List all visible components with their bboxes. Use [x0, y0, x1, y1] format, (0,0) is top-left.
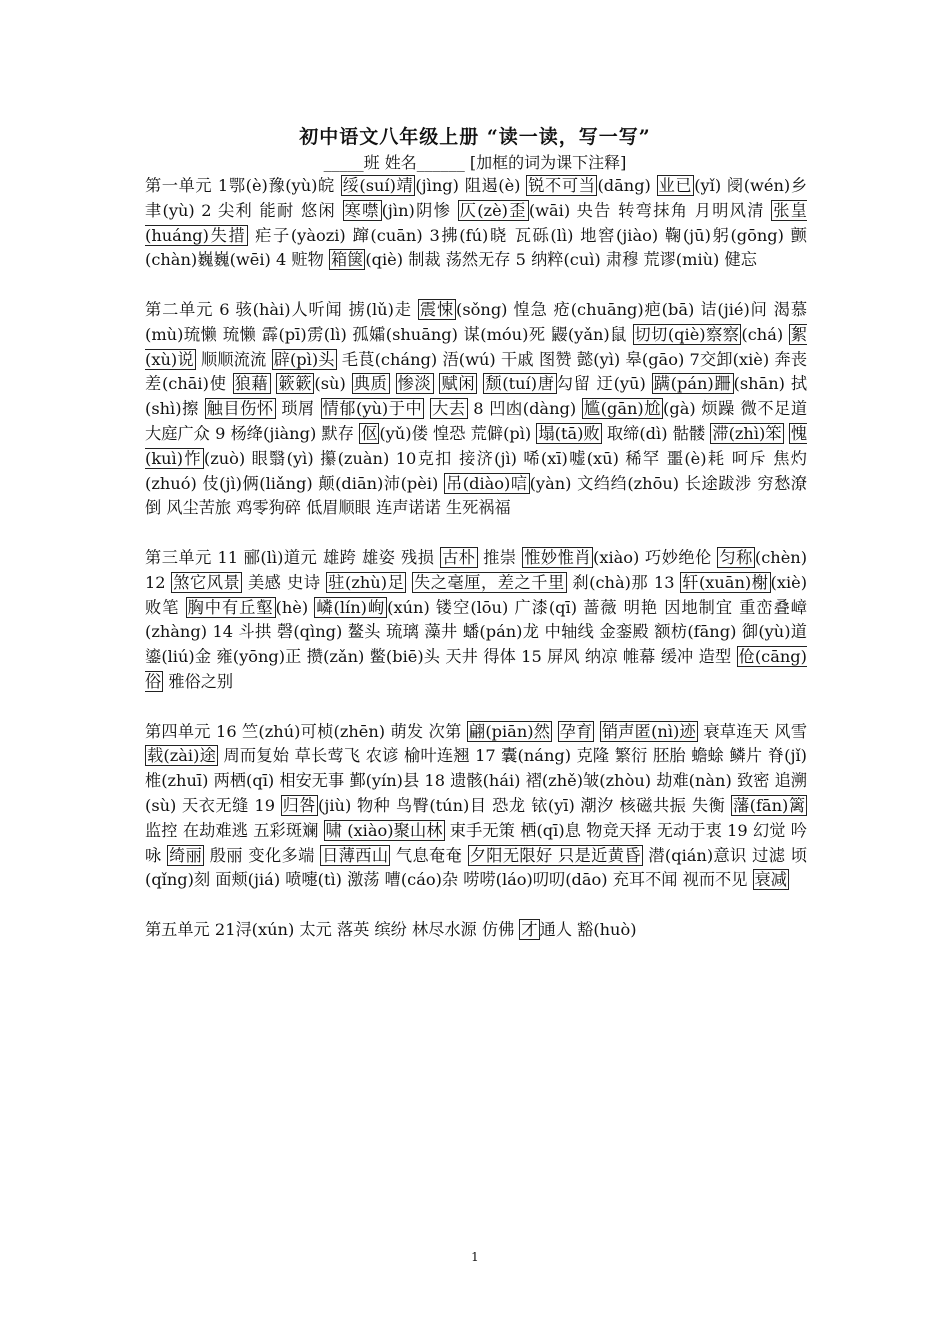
- boxed-term: 绮丽: [169, 845, 203, 865]
- text-run: 毛茛(cháng) 浯(wú) 干戚 图赞 懿(yì) 皋(gāo) 7交卸(xiè) 奔丧 差(chāi)使: [145, 349, 808, 394]
- text-run: (yǔ)偻 惶恐 荒僻(pì): [379, 423, 537, 443]
- text-run: 雅俗之别: [163, 671, 234, 691]
- page-title: 初中语文八年级上册 “读一读，写一写”: [299, 126, 651, 148]
- text-run: (qiè) 制裁 荡然无存 5 纳粹(cuì) 肃穆 荒谬(miù) 健忘: [365, 250, 757, 270]
- boxed-term: 愧(kuì)怍: [145, 423, 807, 468]
- text-run: (yàn) 文绉绉(zhōu) 长途跋涉 穷愁潦倒 风尘苦旅 鸡零狗碎 低眉顺眼 连声诺诺 生死祸福: [145, 473, 807, 518]
- boxed-term: 尴(gān)尬: [583, 399, 662, 419]
- boxed-term: 辟(pì)头: [273, 349, 335, 369]
- boxed-term: 震悚: [419, 299, 455, 319]
- boxed-term: 孕育: [559, 721, 593, 741]
- boxed-term: 箱箧: [330, 250, 364, 270]
- text-run: (gà) 烦躁 微不足道 大庭广众 9 杨绛(jiàng) 默存: [145, 399, 808, 443]
- boxed-term: 失之毫厘，差之千里: [414, 572, 565, 592]
- boxed-term: 日薄西山: [322, 845, 389, 865]
- text-run: 潜(qián)意识 过滤 顷(qǐng)刻 面颊(jiá) 喷嚏(tì) 激荡 嘈(cáo)杂 唠唠(láo)叨叨(dāo) 充耳不闻 视而不见: [145, 845, 808, 890]
- text-run: 推崇: [477, 547, 523, 567]
- boxed-term: 絮(xù)说: [145, 324, 807, 369]
- page-number: 1: [471, 1250, 479, 1264]
- unit-paragraph: [145, 298, 807, 521]
- boxed-term: 衰减: [754, 870, 787, 890]
- boxed-term: 吊(diào)唁: [446, 473, 528, 493]
- boxed-term: 胸中有丘壑: [187, 597, 274, 617]
- boxed-term: 翩(piān)然: [468, 721, 551, 741]
- text-run: 疟子(yàozi) 蹿(cuān) 3拂(fú)晓 瓦砾(lì) 地窖(jiào) 鞠(jū)躬(gōng) 颤(chàn)巍巍(wēi) 4 赃物: [145, 225, 807, 270]
- unit-paragraph: [145, 918, 807, 943]
- boxed-term: 啸 (xiào)聚山林: [325, 820, 443, 840]
- text-run: (chá): [741, 324, 789, 344]
- vocabulary-body: [145, 174, 807, 968]
- boxed-term: 切切(qiè)察察: [634, 324, 740, 344]
- boxed-term: 归咎: [282, 795, 317, 815]
- text-run: 取缔(dì) 骷髅: [601, 423, 711, 443]
- boxed-term: 才: [521, 919, 538, 939]
- text-run: 气息奄奄: [390, 845, 468, 865]
- text-run: [390, 374, 396, 393]
- boxed-term: 惟妙惟肖: [524, 547, 592, 567]
- page-subtitle: _____班 姓名______ [加框的词为课下注释]: [323, 153, 627, 172]
- boxed-term: 业已: [658, 176, 693, 195]
- boxed-term: 触目伤怀: [206, 399, 274, 419]
- unit-paragraph: [145, 174, 807, 273]
- text-run: 第四单元 16 竺(zhú)可桢(zhēn) 萌发 次第: [145, 721, 467, 741]
- text-run: (sù): [314, 374, 352, 394]
- text-run: 第五单元 21浔(xún) 太元 落英 缤纷 林尽水源 仿佛: [145, 919, 520, 939]
- text-run: (jìn)阴惨: [381, 200, 458, 220]
- text-run: (chèn) 12: [145, 547, 808, 592]
- text-run: 衰草连天 风雪: [697, 721, 808, 741]
- boxed-term: 颓(tuí)唐: [485, 374, 555, 394]
- text-run: (dāng): [597, 176, 657, 195]
- text-run: 顺顺流流: [195, 349, 272, 369]
- text-run: 刹(chà)那 13: [566, 572, 681, 592]
- text-run: (jìng) 阻遏(è): [415, 176, 527, 195]
- boxed-term: 轩(xuān)榭: [682, 572, 769, 592]
- text-run: (zuò) 眼翳(yì) 攥(zuàn) 10克扣 接济(jì) 唏(xī)嘘(xū) 稀罕 噩(è)耗 呵斥 焦灼(zhuó) 伎(jì)俩(liǎng) 颠(diān)沛(pèi): [145, 448, 807, 493]
- text-run: (hè): [275, 597, 315, 617]
- text-run: (yǐ) 阌(wén)乡 聿(yù) 2 尖利 能耐 悠闲: [145, 176, 808, 220]
- text-run: 殷丽 变化多端: [204, 845, 321, 865]
- boxed-term: 销声匿(nì)迹: [601, 721, 696, 741]
- text-run: (xún) 镂空(lōu) 广漆(qī) 蔷薇 明艳 因地制宜 重峦叠嶂(zhàng) 14 斗拱 磬(qìng) 鳌头 琉璃 藻井 蟠(pán)龙 中轴线 金銮殿 额枋(fāng) 御(yù)道 鎏(liú)金 雍(yōng)正 攒(zǎn) 鳖(biē)头 天井 得体 15 屏风 纳凉 帷幕 缓冲 造型: [145, 597, 807, 667]
- text-run: (xiè) 败笔: [145, 572, 808, 617]
- text-run: 美感 史诗: [242, 572, 327, 592]
- boxed-term: 情郁(yù)于中: [322, 399, 423, 419]
- boxed-term: 载(zài)途: [147, 746, 217, 766]
- text-run: (xiào) 巧妙绝伦: [593, 547, 718, 567]
- boxed-term: 驻(zhù)足: [328, 572, 405, 592]
- text-run: 勾留 迂(yū): [556, 374, 652, 394]
- boxed-term: 张皇(huáng)失措: [145, 200, 807, 245]
- boxed-term: 寒噤: [344, 200, 380, 220]
- unit-paragraph: [145, 546, 807, 695]
- boxed-term: 塌(tā)败: [538, 423, 600, 443]
- text-run: 第二单元 6 骇(hài)人听闻 掳(lǔ)走: [145, 299, 418, 319]
- boxed-term: 夕阳无限好 只是近黄昏: [469, 845, 641, 865]
- text-run: 通人 豁(huò): [539, 919, 637, 939]
- text-run: 周而复始 草长莺飞 农谚 榆叶连翘 17 囊(náng) 克隆 繁衍 胚胎 蟾蜍 鳞片 脊(jǐ)椎(zhuī) 两栖(qī) 相安无事 鄞(yín)县 18 遗骸(hái) 褶(zhě)皱(zhòu) 劫难(nàn) 致密 追溯(sù) 天衣无缝 19: [145, 746, 807, 815]
- boxed-term: 簌簌: [278, 374, 313, 394]
- boxed-term: 煞它风景: [173, 572, 241, 592]
- text-run: 束手无策 栖(qī)息 物竞天择 无动于衷 19 幻觉 吟咏: [145, 820, 807, 865]
- boxed-term: 滞(zhì)笨: [712, 423, 782, 443]
- text-run: 第一单元 1鄂(è)豫(yù)皖: [145, 176, 341, 195]
- boxed-term: 伧(cāng)俗: [145, 647, 807, 691]
- text-run: 琐屑: [275, 399, 321, 419]
- boxed-term: 狼藉: [234, 374, 269, 394]
- boxed-term: 嶙(lín)峋: [316, 597, 386, 617]
- text-run: 8 凹凼(dàng): [467, 399, 582, 419]
- boxed-term: 蹒(pán)跚: [653, 374, 732, 394]
- boxed-term: 藩(fān)篱: [732, 795, 806, 815]
- text-run: 第三单元 11 郦(lì)道元 雄跨 雄姿 残损: [145, 547, 441, 567]
- boxed-term: 绥(suí)靖: [342, 176, 414, 195]
- boxed-term: 大去: [432, 399, 466, 419]
- boxed-term: 锐不可当: [528, 176, 596, 195]
- text-run: (wāi) 央告 转弯抹角 月明风清: [528, 200, 772, 220]
- boxed-term: 伛: [361, 423, 378, 443]
- boxed-term: 古朴: [442, 547, 476, 567]
- boxed-term: 惨淡: [397, 374, 432, 394]
- text-run: (shān) 拭(shì)擦: [145, 374, 808, 419]
- text-run: [552, 722, 557, 741]
- boxed-term: 仄(zè)歪: [459, 200, 527, 220]
- unit-paragraph: [145, 720, 807, 894]
- boxed-term: 赋闲: [441, 374, 476, 394]
- text-run: 监控 在劫难逃 五彩斑斓: [145, 820, 324, 840]
- boxed-term: 典质: [353, 374, 388, 394]
- boxed-term: 匀称: [719, 547, 753, 567]
- text-run: (jiù) 物种 鸟臀(tún)目 恐龙 铱(yī) 潮汐 核磁共振 失衡: [318, 795, 731, 815]
- text-run: (sǒng) 惶急 疮(chuāng)疤(bā) 诘(jié)问 渴慕(mù)琉懒 琉懒 霹(pī)雳(lì) 孤孀(shuāng) 谋(móu)死 鼹(yǎn)鼠: [145, 299, 808, 344]
